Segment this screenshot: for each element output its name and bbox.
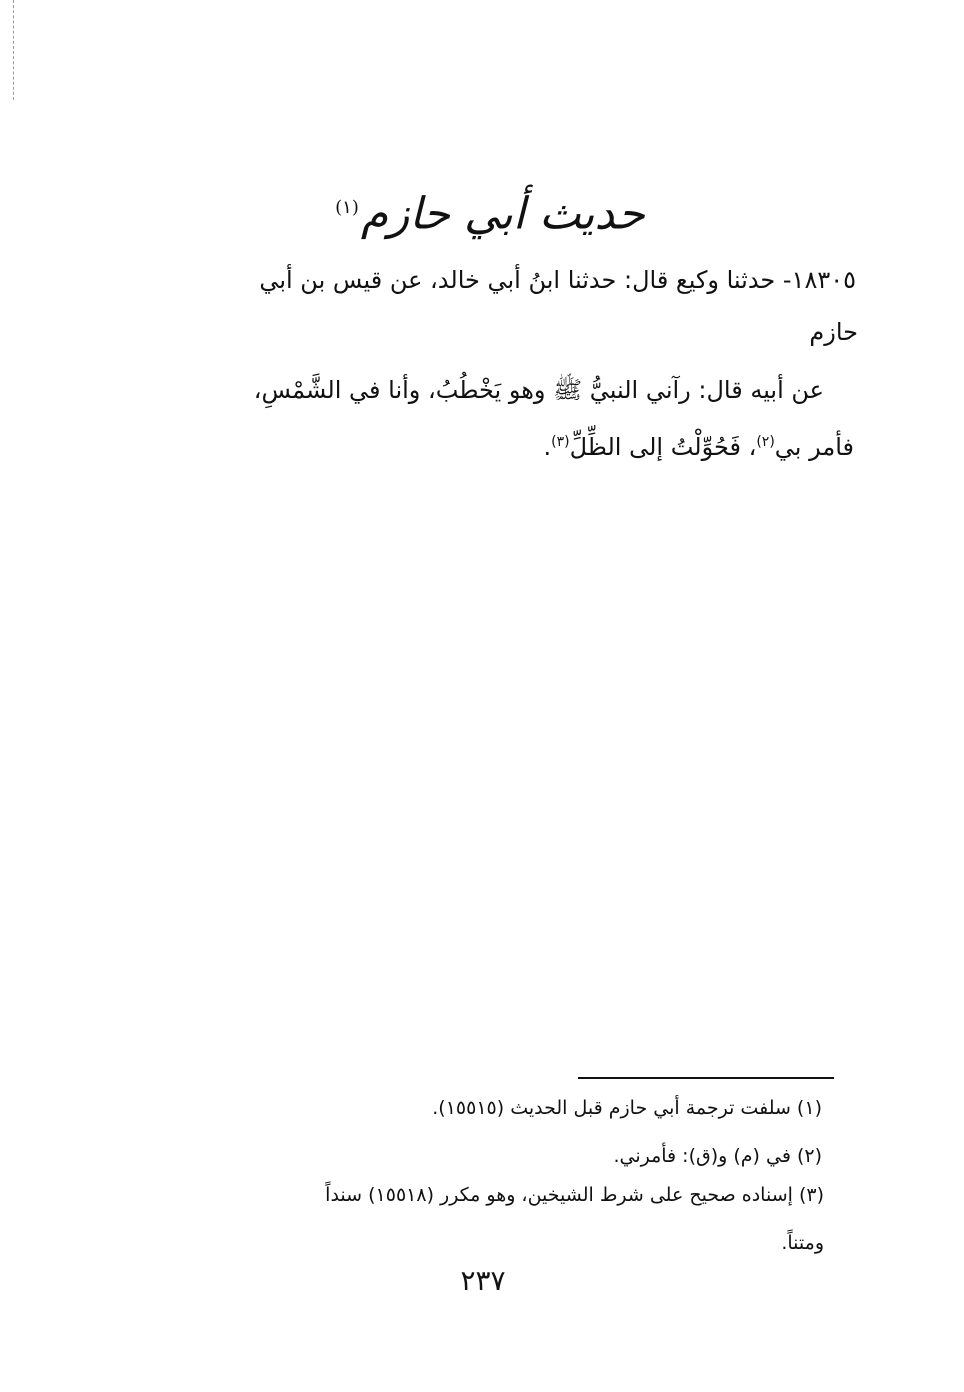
hadith-line-1: ١٨٣٠٥- حدثنا وكيع قال: حدثنا ابنُ أبي خالد، عن قيس بن أبي: [259, 266, 856, 294]
footnote-3-continuation: ومتناً.: [781, 1232, 824, 1254]
page-number: ٢٣٧: [460, 1264, 506, 1297]
hadith-line-4-middle: ، فَحُوِّلْتُ إلى الظِّلِّ: [569, 433, 757, 461]
binding-guide-line: [13, 0, 14, 100]
footnote-2: (٢) في (م) و(ق): فأمرني.: [613, 1145, 822, 1167]
hadith-line-4: [544, 424, 854, 465]
chapter-title-text: حديث أبي حازم: [360, 188, 645, 240]
footnote-separator: [578, 1077, 834, 1079]
hadith-line-2: حازم: [809, 318, 858, 346]
hadith-line-3: عن أبيه قال: رآني النبيُّ ﷺ وهو يَخْطُبُ، وأنا في الشَّمْسِ،: [253, 376, 824, 404]
footnote-1: (١) سلفت ترجمة أبي حازم قبل الحديث (١٥٥١٥).: [432, 1097, 822, 1119]
hadith-line-4-end: .: [543, 433, 552, 461]
footnote-3: (٣) إسناده صحيح على شرط الشيخين، وهو مكرر (١٥٥١٨) سنداً: [325, 1184, 824, 1206]
hadith-note-ref-2: (٢): [756, 434, 775, 450]
chapter-title-note-ref: (١): [335, 197, 359, 218]
chapter-title: [330, 168, 650, 248]
hadith-line-4-start: فأمر بي: [774, 433, 854, 461]
hadith-note-ref-3: (٣): [551, 434, 570, 450]
